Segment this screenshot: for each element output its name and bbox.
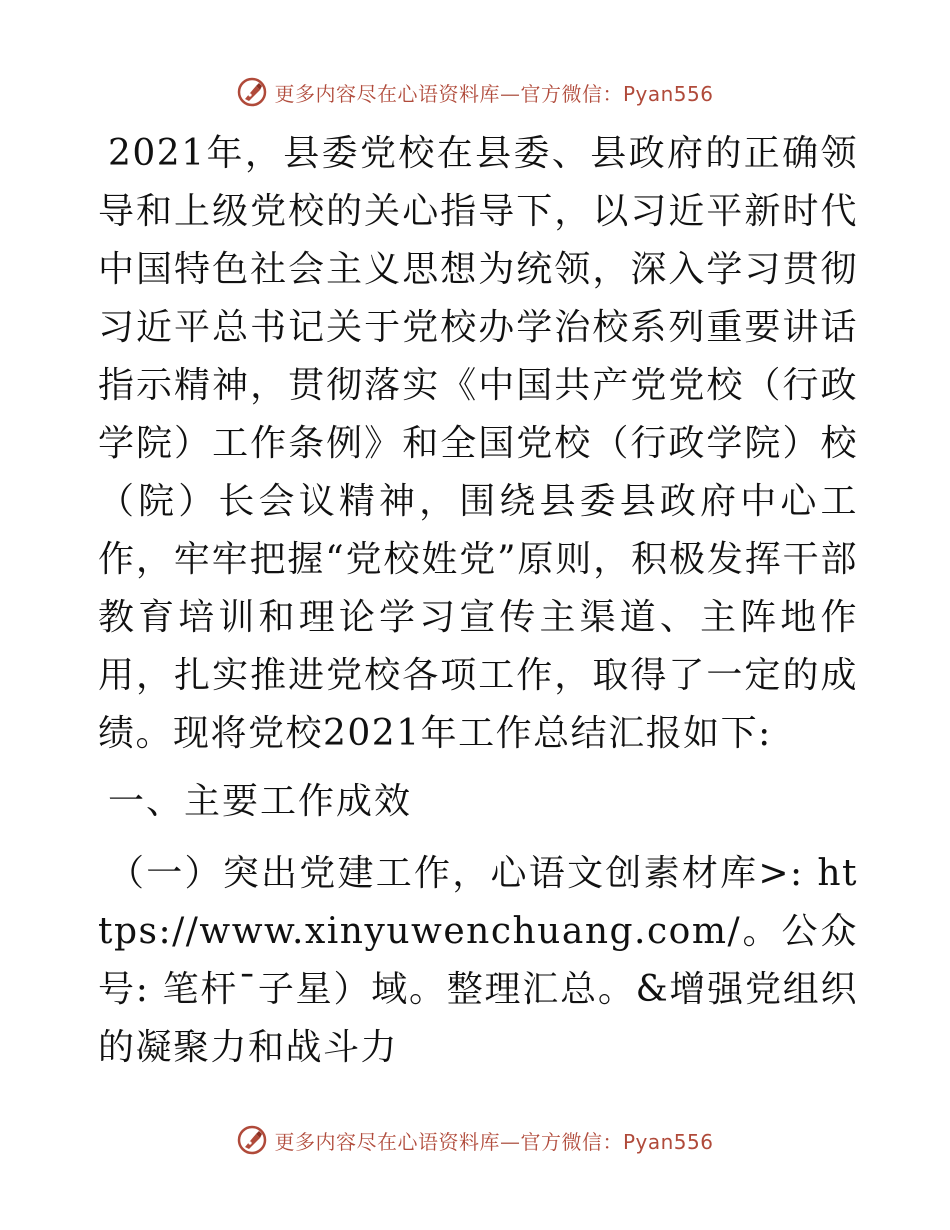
intro-paragraph: 2021年，县委党校在县委、县政府的正确领导和上级党校的关心指导下，以习近平新时代中国特色社会主义思想为统领，深入学习贯彻习近平总书记关于党校办学治校系列重要讲话指示精神，贯彻落实《中国共产党党校（行政学院）工作条例》和全国党校（行政学院）校（院）长会议精神，围绕县委县政府中心工作，牢牢把握“党校姓党”原则，积极发挥干部教育培训和理论学习宣传主渠道、主阵地作用，扎实推进党校各项工作，取得了一定的成绩。现将党校2021年工作总结汇报如下: [98, 133, 858, 754]
section-heading: 一、主要工作成效 [108, 781, 413, 822]
header-brand-text: 更多内容尽在心语资料库 [274, 81, 500, 106]
pen-nib-circle-logo-icon [236, 76, 268, 108]
footer-watermark-banner [0, 1120, 950, 1160]
header-watermark-banner [0, 72, 950, 112]
pen-nib-circle-logo-icon [236, 1124, 268, 1156]
footer-brand-text: 更多内容尽在心语资料库 [274, 1129, 500, 1154]
footer-banner-text [274, 1126, 713, 1155]
footer-wechat-text: 官方微信：Pyan556 [520, 1129, 714, 1154]
header-separator: — [499, 81, 521, 106]
document-body [98, 125, 858, 1077]
subsection-paragraph: （一）突出党建工作，心语文创素材库>: https://www.xinyuwenchuang.com/。公众号: 笔杆¯子星）域。整理汇总。&增强党组织的凝聚力和战斗力 [98, 853, 858, 1068]
header-banner-text [274, 78, 713, 107]
header-wechat-text: 官方微信：Pyan556 [520, 81, 714, 106]
footer-separator: — [499, 1129, 521, 1154]
